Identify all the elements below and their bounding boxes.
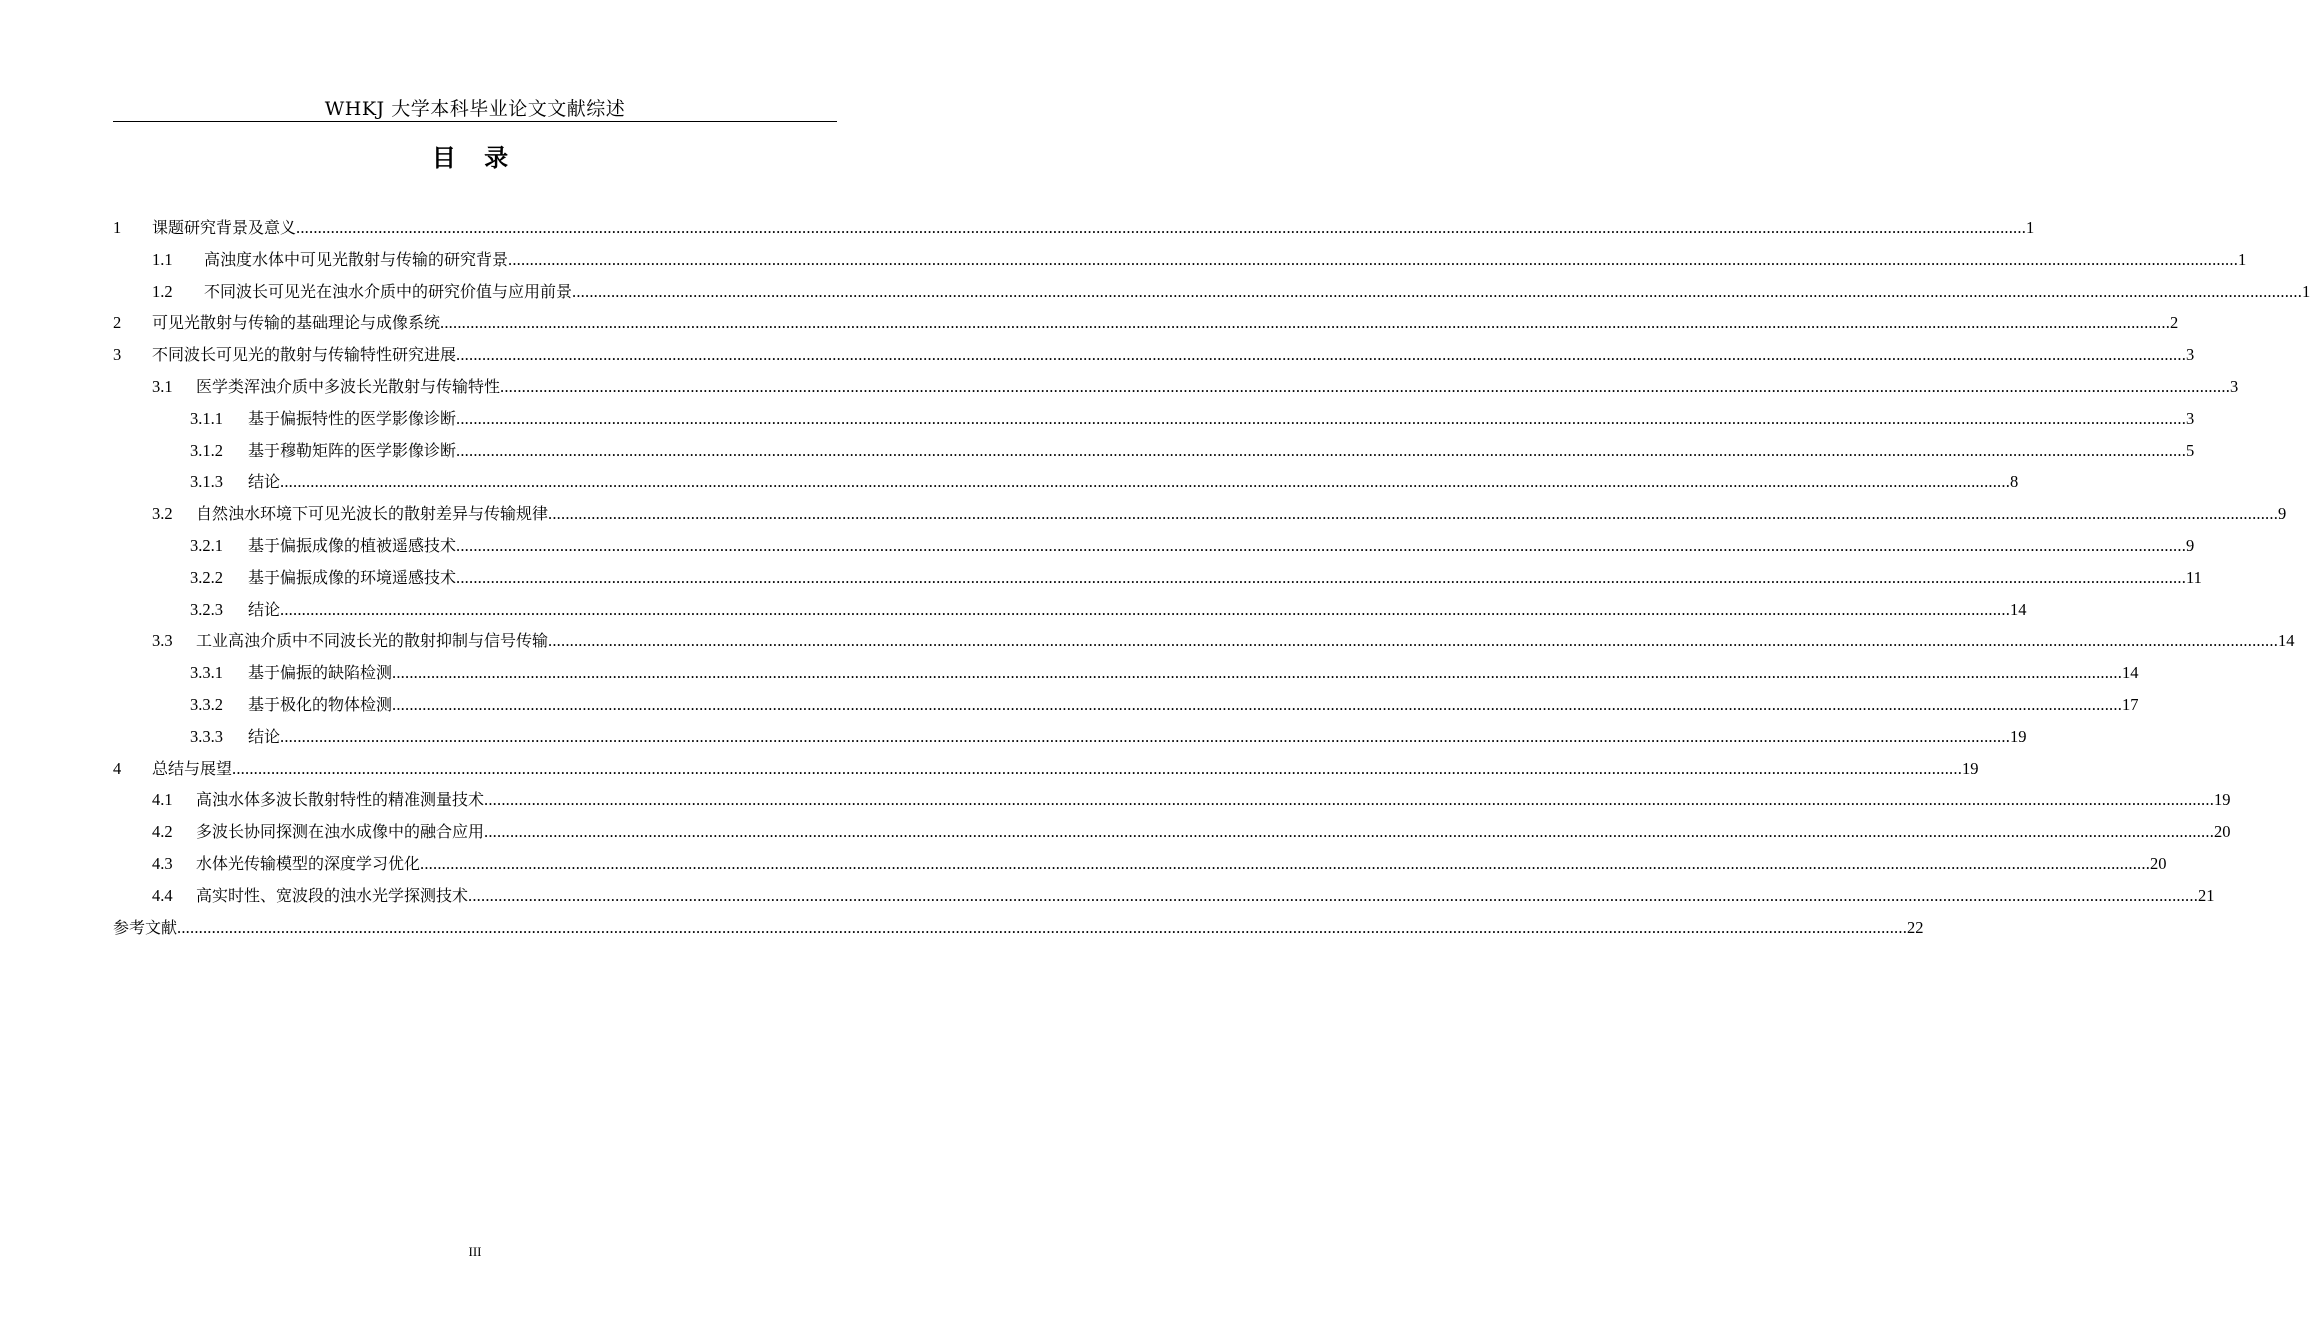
toc-entry-label: 不同波长可见光在浊水介质中的研究价值与应用前景 <box>204 281 573 301</box>
toc-leader-dots: ................................................................................................................................................................................................................................................................................................................................................................................................................ <box>456 567 2187 587</box>
toc-leader-dots: ................................................................................................................................................................................................................................................................................................................................................................................................................ <box>420 853 2151 873</box>
toc-entry[interactable] <box>113 851 2167 883</box>
toc-entry-label: 不同波长可见光的散射与传输特性研究进展 <box>152 345 457 365</box>
toc-leader-dots: ................................................................................................................................................................................................................................................................................................................................................................................................................ <box>500 376 2231 396</box>
toc-entry-page: 3 <box>2230 376 2239 396</box>
toc-entry-label: 自然浊水环境下可见光波长的散射差异与传输规律 <box>196 504 549 524</box>
toc-entry-page: 21 <box>2198 885 2215 905</box>
toc-entry-page: 1 <box>2238 249 2247 269</box>
toc-entry-number: 3.2.1 <box>190 535 223 555</box>
toc-entry-label: 参考文献 <box>113 917 178 937</box>
toc-entry[interactable] <box>113 724 2027 756</box>
toc-entry-page: 20 <box>2214 822 2231 842</box>
toc-leader-dots: ................................................................................................................................................................................................................................................................................................................................................................................................................ <box>296 218 2027 237</box>
toc-entry-label: 基于极化的物体检测 <box>248 694 393 714</box>
toc-leader-dots: ................................................................................................................................................................................................................................................................................................................................................................................................................ <box>392 663 2123 683</box>
toc-entry-page: 9 <box>2186 535 2195 555</box>
toc-leader-dots: ................................................................................................................................................................................................................................................................................................................................................................................................................ <box>440 313 2171 333</box>
toc-entry[interactable] <box>113 374 2239 406</box>
toc-entry-page: 9 <box>2278 504 2287 524</box>
toc-entry-label: 工业高浊介质中不同波长光的散射抑制与信号传输 <box>196 631 549 651</box>
toc-entry-number: 4 <box>113 758 122 778</box>
toc-entry[interactable] <box>113 660 2139 692</box>
table-of-contents <box>113 215 2310 946</box>
toc-entry-label: 基于偏振特性的医学影像诊断 <box>248 408 457 428</box>
toc-entry-number: 3.1.1 <box>190 408 223 428</box>
toc-entry[interactable] <box>113 565 2202 597</box>
toc-leader-dots: ................................................................................................................................................................................................................................................................................................................................................................................................................ <box>280 726 2011 746</box>
toc-entry-number: 3.2.3 <box>190 599 223 619</box>
toc-entry-label: 高浊度水体中可见光散射与传输的研究背景 <box>204 249 509 269</box>
toc-leader-dots: ................................................................................................................................................................................................................................................................................................................................................................................................................ <box>468 885 2199 905</box>
toc-entry[interactable] <box>113 628 2295 660</box>
toc-entry-label: 结论 <box>248 472 281 492</box>
toc-entry-page: 17 <box>2122 694 2139 714</box>
toc-entry-number: 1.1 <box>152 249 173 269</box>
toc-entry-page: 19 <box>2214 790 2231 810</box>
toc-entry[interactable] <box>113 342 2195 374</box>
toc-leader-dots: ................................................................................................................................................................................................................................................................................................................................................................................................................ <box>456 345 2187 365</box>
toc-entry-number: 3.3.2 <box>190 694 223 714</box>
toc-leader-dots: ................................................................................................................................................................................................................................................................................................................................................................................................................ <box>548 504 2279 524</box>
toc-entry-number: 4.2 <box>152 822 173 842</box>
toc-entry-page: 11 <box>2186 567 2202 587</box>
toc-entry-number: 3 <box>113 345 122 365</box>
toc-entry-label: 基于偏振的缺陷检测 <box>248 663 393 683</box>
toc-title: 目 录 <box>431 144 519 172</box>
toc-entry[interactable] <box>113 469 2019 501</box>
toc-entry-number: 3.1 <box>152 376 173 396</box>
toc-entry-page: 19 <box>2010 726 2027 746</box>
toc-entry-label: 总结与展望 <box>152 758 233 778</box>
toc-entry[interactable] <box>113 215 2035 247</box>
toc-entry-label: 医学类浑浊介质中多波长光散射与传输特性 <box>196 376 501 396</box>
toc-entry-page: 3 <box>2186 408 2195 428</box>
toc-leader-dots: ................................................................................................................................................................................................................................................................................................................................................................................................................ <box>456 440 2187 460</box>
toc-entry-number: 3.1.2 <box>190 440 223 460</box>
toc-leader-dots: ................................................................................................................................................................................................................................................................................................................................................................................................................ <box>456 535 2187 555</box>
toc-entry[interactable] <box>113 247 2247 279</box>
toc-entry[interactable] <box>113 915 1924 947</box>
toc-entry[interactable] <box>113 310 2179 342</box>
toc-entry[interactable] <box>113 597 2027 629</box>
toc-entry[interactable] <box>113 406 2195 438</box>
toc-entry-page: 19 <box>1962 758 1979 778</box>
toc-entry-page: 14 <box>2278 631 2295 651</box>
toc-leader-dots: ................................................................................................................................................................................................................................................................................................................................................................................................................ <box>392 694 2123 714</box>
toc-entry-label: 高实时性、宽波段的浊水光学探测技术 <box>196 885 469 905</box>
toc-entry[interactable] <box>113 756 1979 788</box>
toc-entry-number: 4.1 <box>152 790 173 810</box>
toc-leader-dots: ................................................................................................................................................................................................................................................................................................................................................................................................................ <box>572 281 2303 301</box>
toc-leader-dots: ................................................................................................................................................................................................................................................................................................................................................................................................................ <box>177 917 1908 937</box>
toc-leader-dots: ................................................................................................................................................................................................................................................................................................................................................................................................................ <box>484 790 2215 810</box>
toc-entry-page: 22 <box>1907 917 1924 937</box>
toc-entry-label: 基于偏振成像的植被遥感技术 <box>248 535 457 555</box>
toc-entry[interactable] <box>113 692 2139 724</box>
toc-entry-page: 14 <box>2010 599 2027 619</box>
header-rule <box>113 121 837 122</box>
toc-entry-label: 基于偏振成像的环境遥感技术 <box>248 567 457 587</box>
toc-entry-page: 3 <box>2186 345 2195 365</box>
toc-entry-page: 20 <box>2150 853 2167 873</box>
toc-leader-dots: ................................................................................................................................................................................................................................................................................................................................................................................................................ <box>232 758 1963 778</box>
toc-entry-page: 8 <box>2010 472 2019 492</box>
toc-entry-number: 3.3.1 <box>190 663 223 683</box>
toc-leader-dots: ................................................................................................................................................................................................................................................................................................................................................................................................................ <box>484 822 2215 842</box>
toc-entry-page: 5 <box>2186 440 2195 460</box>
toc-entry-label: 结论 <box>248 726 281 746</box>
toc-leader-dots: ................................................................................................................................................................................................................................................................................................................................................................................................................ <box>548 631 2279 651</box>
toc-entry-number: 3.3.3 <box>190 726 223 746</box>
toc-entry-number: 3.2.2 <box>190 567 223 587</box>
toc-leader-dots: ................................................................................................................................................................................................................................................................................................................................................................................................................ <box>456 408 2187 428</box>
toc-entry-number: 3.2 <box>152 504 173 524</box>
toc-entry[interactable] <box>113 438 2195 470</box>
toc-entry-number: 3.1.3 <box>190 472 223 492</box>
toc-entry-number: 4.3 <box>152 853 173 873</box>
toc-entry-page: 2 <box>2170 313 2179 333</box>
toc-entry[interactable] <box>113 819 2231 851</box>
toc-entry-label: 多波长协同探测在浊水成像中的融合应用 <box>196 822 485 842</box>
toc-entry[interactable] <box>113 279 2310 311</box>
toc-entry-label: 课题研究背景及意义 <box>152 218 297 237</box>
toc-entry-number: 1 <box>113 218 122 237</box>
toc-entry-page: 14 <box>2122 663 2139 683</box>
toc-entry[interactable] <box>113 501 2287 533</box>
toc-entry-page: 1 <box>2302 281 2310 301</box>
toc-leader-dots: ................................................................................................................................................................................................................................................................................................................................................................................................................ <box>508 249 2239 269</box>
toc-entry[interactable] <box>113 533 2195 565</box>
running-header: WHKJ 大学本科毕业论文文献综述 <box>324 98 626 120</box>
toc-entry-label: 可见光散射与传输的基础理论与成像系统 <box>152 313 441 333</box>
toc-entry[interactable] <box>113 883 2215 915</box>
toc-entry-number: 4.4 <box>152 885 173 905</box>
page-number: III <box>468 1244 482 1259</box>
toc-entry-number: 3.3 <box>152 631 173 651</box>
toc-leader-dots: ................................................................................................................................................................................................................................................................................................................................................................................................................ <box>280 472 2011 492</box>
toc-entry-number: 1.2 <box>152 281 173 301</box>
toc-entry-label: 基于穆勒矩阵的医学影像诊断 <box>248 440 457 460</box>
toc-entry[interactable] <box>113 787 2231 819</box>
toc-leader-dots: ................................................................................................................................................................................................................................................................................................................................................................................................................ <box>280 599 2011 619</box>
toc-entry-label: 水体光传输模型的深度学习优化 <box>196 853 421 873</box>
toc-entry-label: 结论 <box>248 599 281 619</box>
toc-entry-number: 2 <box>113 313 122 333</box>
toc-entry-page: 1 <box>2026 218 2035 237</box>
toc-entry-label: 高浊水体多波长散射特性的精准测量技术 <box>196 790 485 810</box>
